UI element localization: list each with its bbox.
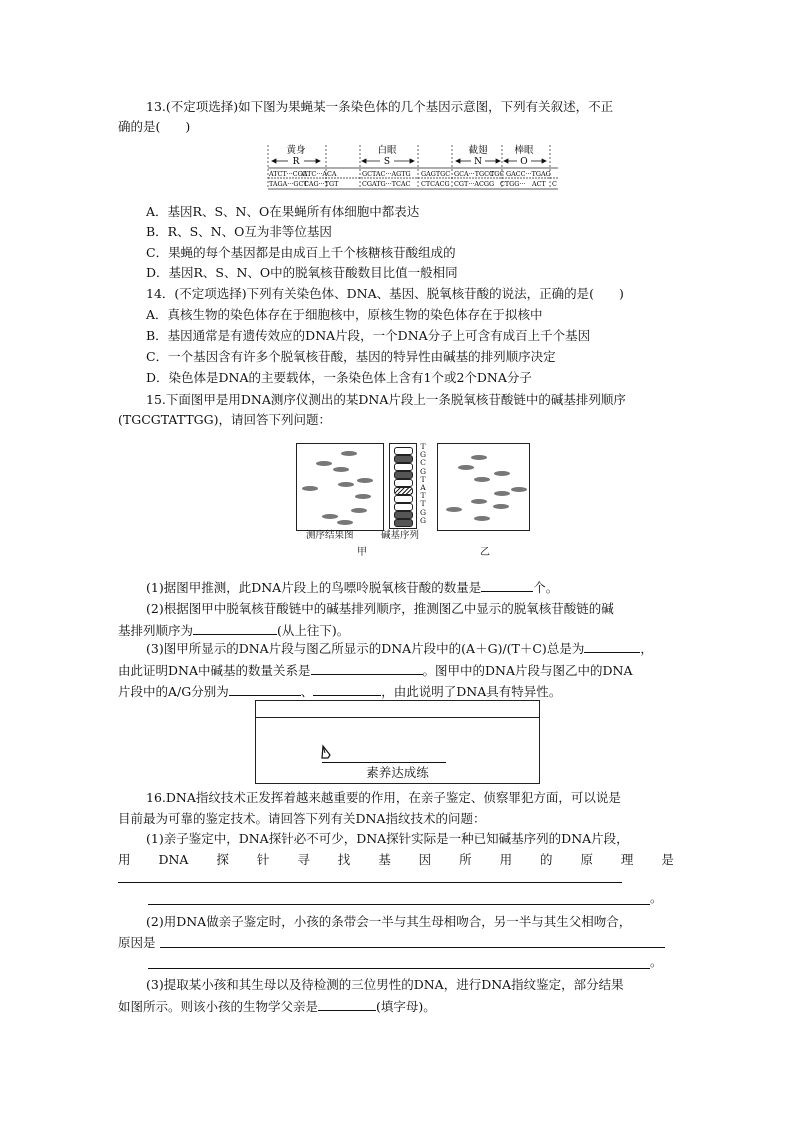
q14-option-c: C．一个基因含有许多个脱氧核苷酸，基因的特异性由碱基的排列顺序决定: [146, 349, 556, 364]
spread-char: 用: [118, 852, 131, 867]
q15-sub2-text: 基排列顺序为: [118, 623, 194, 638]
gel-band: [302, 486, 318, 491]
gel-band: [493, 504, 509, 509]
bottom-strand-seg-1: TAGA···GCT: [269, 180, 308, 188]
q16-sub3-cont: [118, 997, 436, 1016]
gel-band: [458, 465, 474, 470]
bottom-strand-seg-2: CAG···TGT: [304, 180, 339, 188]
q15-sub2-cont: [118, 621, 349, 640]
base-slot-c: [394, 463, 413, 471]
q14-option-b: B．基因通常是有遗传效应的DNA片段，一个DNA分子上可含有成百上千个基因: [146, 328, 591, 343]
spread-char: 找: [337, 852, 351, 867]
q16-sub3-end: (填字母)。: [376, 999, 436, 1014]
q13-stem: 13.(不定项选择)如下图为果蝇某一条染色体的几个基因示意图，下列有关叙述，不正: [146, 99, 614, 114]
q16-sub2-label: 原因是: [118, 935, 156, 950]
base-slot-g: [394, 519, 413, 527]
gene-label-truncated-wing: 截翅: [468, 145, 488, 156]
gel-band: [355, 494, 371, 499]
top-strand-seg-3: GCTAC···AGTG: [362, 170, 411, 178]
top-strand-seg-7: GACC···TGAG: [506, 170, 551, 178]
answer-blank[interactable]: [318, 997, 376, 1011]
base-letter: T: [420, 442, 426, 451]
answer-line[interactable]: [118, 882, 622, 883]
q15-sub3b-end: 。图甲中的DNA片段与图乙中的DNA: [422, 663, 633, 678]
q14-option-a: A．真核生物的染色体存在于细胞核中，原核生物的染色体存在于拟核中: [146, 307, 543, 322]
spread-char: 因: [418, 852, 432, 867]
spread-char: 是: [661, 852, 674, 867]
top-strand-seg-2: GTC···ACA: [302, 170, 337, 178]
spread-char: 理: [620, 852, 634, 867]
q16-sub2: (2)用DNA做亲子鉴定时，小孩的条带会一半与其生母相吻合，另一半与其生父相吻合，: [146, 914, 632, 929]
gel-band: [494, 471, 510, 476]
base-letter: G: [419, 507, 427, 517]
answer-line[interactable]: [148, 968, 650, 969]
q15-sub3c-end: ，由此说明了DNA具有特异性。: [381, 684, 562, 699]
top-strand-seg-6: TGC: [490, 170, 505, 178]
answer-line[interactable]: [160, 947, 665, 948]
spread-char: 基: [378, 852, 391, 867]
spread-char: 所: [459, 852, 472, 867]
base-slot-g: [394, 471, 413, 479]
bottom-strand-seg-5: CGT···ACGG: [454, 180, 495, 188]
base-letter: G: [419, 515, 427, 525]
base-letter: G: [419, 466, 427, 476]
q16-sub1: (1)亲子鉴定中，DNA探针必不可少，DNA探针实际是一种已知碱基序列的DNA片段，: [146, 831, 629, 846]
bottom-strand-seg-8: C: [552, 180, 557, 188]
answer-blank[interactable]: [481, 578, 533, 592]
top-strand-seg-5: GCA···TGCC: [454, 170, 494, 178]
q15-stem-cont: (TGCGTATTGG)，请回答下列问题：: [118, 412, 332, 427]
base-letter: T: [420, 474, 426, 484]
gene-letter-s: S: [383, 157, 391, 167]
q15-stem: 15.下面图甲是用DNA测序仪测出的某DNA片段上一条脱氧核苷酸链中的碱基排列顺序: [146, 392, 626, 407]
gel-band: [471, 499, 487, 504]
answer-line[interactable]: [148, 904, 650, 905]
figure-label-yi: 乙: [480, 547, 490, 558]
pencil-icon: [320, 744, 334, 762]
banner-underline: [322, 762, 446, 763]
gel-band: [446, 507, 462, 512]
q16-stem: 16.DNA指纹技术正发挥着越来越重要的作用，在亲子鉴定、侦察罪犯方面，可以说是: [146, 790, 621, 805]
gel-result-jia: [296, 443, 384, 531]
section-banner: [255, 700, 540, 784]
q16-sub1-end: 。: [650, 890, 663, 905]
figure-label-sequence: 碱基序列: [381, 530, 420, 541]
gene-label-bar-eye: 棒眼: [514, 145, 534, 156]
gel-band: [337, 520, 353, 525]
spread-char: 用: [499, 852, 513, 867]
base-letters: [418, 443, 428, 525]
base-sequence-column: [389, 443, 417, 529]
gene-label-yellow-body: 黄身: [286, 145, 306, 156]
figure-label-result: 测序结果图: [306, 530, 354, 541]
base-slot-a: [394, 487, 413, 495]
q13-option-a: A．基因R、S、N、O在果蝇所有体细胞中都表达: [146, 204, 420, 219]
bottom-strand-seg-4: CTCACG: [421, 180, 450, 188]
spread-char: 寻: [297, 852, 310, 867]
gel-band: [333, 467, 349, 472]
q16-sub3: (3)提取某小孩和其生母以及待检测的三位男性的DNA，进行DNA指纹鉴定，部分结果: [146, 977, 624, 992]
q13-option-c: C．果蝇的每个基因都是由成百上千个核糖核苷酸组成的: [146, 245, 456, 260]
gene-letter-n: N: [474, 157, 482, 167]
bottom-strand-seg-6: CTGG···: [500, 180, 526, 188]
banner-title: 素养达成练: [366, 765, 429, 780]
gel-band: [511, 487, 527, 492]
q16-sub1-spread-line: [118, 851, 674, 869]
answer-blank[interactable]: [193, 621, 277, 635]
q16-sub3-text: 如图所示。则该小孩的生物学父亲是: [118, 999, 319, 1014]
q15-sub3-end: ，: [640, 641, 653, 656]
gel-band: [351, 508, 367, 513]
gene-letter-o: O: [520, 157, 528, 167]
q16-sub2-end: 。: [650, 954, 663, 969]
base-letter: T: [420, 491, 426, 501]
gel-band: [494, 491, 510, 496]
base-slot-t: [394, 503, 413, 511]
q16-stem-cont: 目前最为可靠的鉴定技术。请回答下列有关DNA指纹技术的问题：: [118, 811, 486, 826]
q13-option-d: D．基因R、S、N、O中的脱氧核苷酸数目比值一般相同: [146, 265, 458, 280]
spread-char: 原: [580, 852, 593, 867]
q15-sub3c-text: 片段中的A/G分别为: [118, 684, 229, 699]
top-strand-seg-1: ATCT···CGA: [269, 170, 308, 178]
q15-sub2: (2)根据图甲中脱氧核苷酸链中的碱基排列顺序，推测图乙中显示的脱氧核苷酸链的碱: [146, 601, 614, 616]
spread-char: 的: [540, 852, 553, 867]
base-slot-g: [394, 455, 413, 463]
gel-band: [471, 455, 487, 460]
q15-sub1-text: (1)据图甲推测，此DNA片段上的鸟嘌呤脱氧核苷酸的数量是: [146, 580, 482, 595]
answer-blank[interactable]: [313, 682, 381, 696]
gel-band: [341, 451, 357, 456]
q15-sub3-text: (3)图甲所显示的DNA片段与图乙所显示的DNA片段中的(A＋G)/(T＋C)总是为: [146, 641, 585, 656]
answer-blank[interactable]: [229, 682, 301, 696]
base-slot-g: [394, 511, 413, 519]
gel-band: [357, 478, 373, 483]
gel-band: [474, 516, 490, 521]
spread-char: DNA: [158, 852, 189, 867]
q15-sub3-cont2: [118, 682, 561, 701]
q13-option-b: B．R、S、N、O互为非等位基因: [146, 224, 332, 239]
q15-sub3-cont: [118, 661, 632, 680]
q14-stem: 14．(不定项选择)下列有关染色体、DNA、基因、脱氧核苷酸的说法，正确的是( ): [146, 286, 624, 301]
q15-sub1-end: 个。: [533, 580, 559, 595]
bottom-strand-seg-3: CGATG···TCAC: [362, 180, 411, 188]
q15-sub3c-mid: 、: [300, 684, 314, 699]
base-letter: T: [420, 499, 426, 509]
gel-result-yi: [437, 443, 530, 531]
base-slot-t: [394, 479, 413, 487]
gel-band: [338, 482, 354, 487]
base-letter: A: [420, 483, 426, 493]
answer-blank[interactable]: [584, 639, 640, 653]
base-letter: C: [420, 458, 426, 468]
q14-option-d: D．染色体是DNA的主要载体，一条染色体上含有1个或2个DNA分子: [146, 370, 532, 385]
gene-diagram: [266, 142, 560, 192]
gene-letter-r: R: [292, 157, 300, 167]
gel-band: [474, 477, 490, 482]
base-slot-t: [394, 447, 413, 455]
gel-band: [316, 461, 332, 466]
top-strand-seg-4: GAGTGC: [421, 170, 451, 178]
base-letter: G: [419, 450, 427, 460]
q15-sub3: [146, 639, 653, 658]
spread-char: 针: [256, 852, 270, 867]
figure-label-jia: 甲: [357, 547, 367, 558]
bottom-strand-seg-7: ACT: [532, 180, 546, 188]
answer-blank[interactable]: [311, 661, 423, 675]
base-slot-t: [394, 495, 413, 503]
q15-sub2-end: (从上往下)。: [277, 623, 350, 638]
gel-band: [322, 514, 338, 519]
spread-char: 探: [216, 852, 229, 867]
q15-sub3b-text: 由此证明DNA中碱基的数量关系是: [118, 663, 311, 678]
banner-divider: [256, 717, 539, 718]
q13-stem-cont: 确的是( ): [118, 119, 191, 134]
gene-label-white-eye: 白眼: [377, 145, 397, 156]
q15-sub1: [146, 578, 558, 597]
